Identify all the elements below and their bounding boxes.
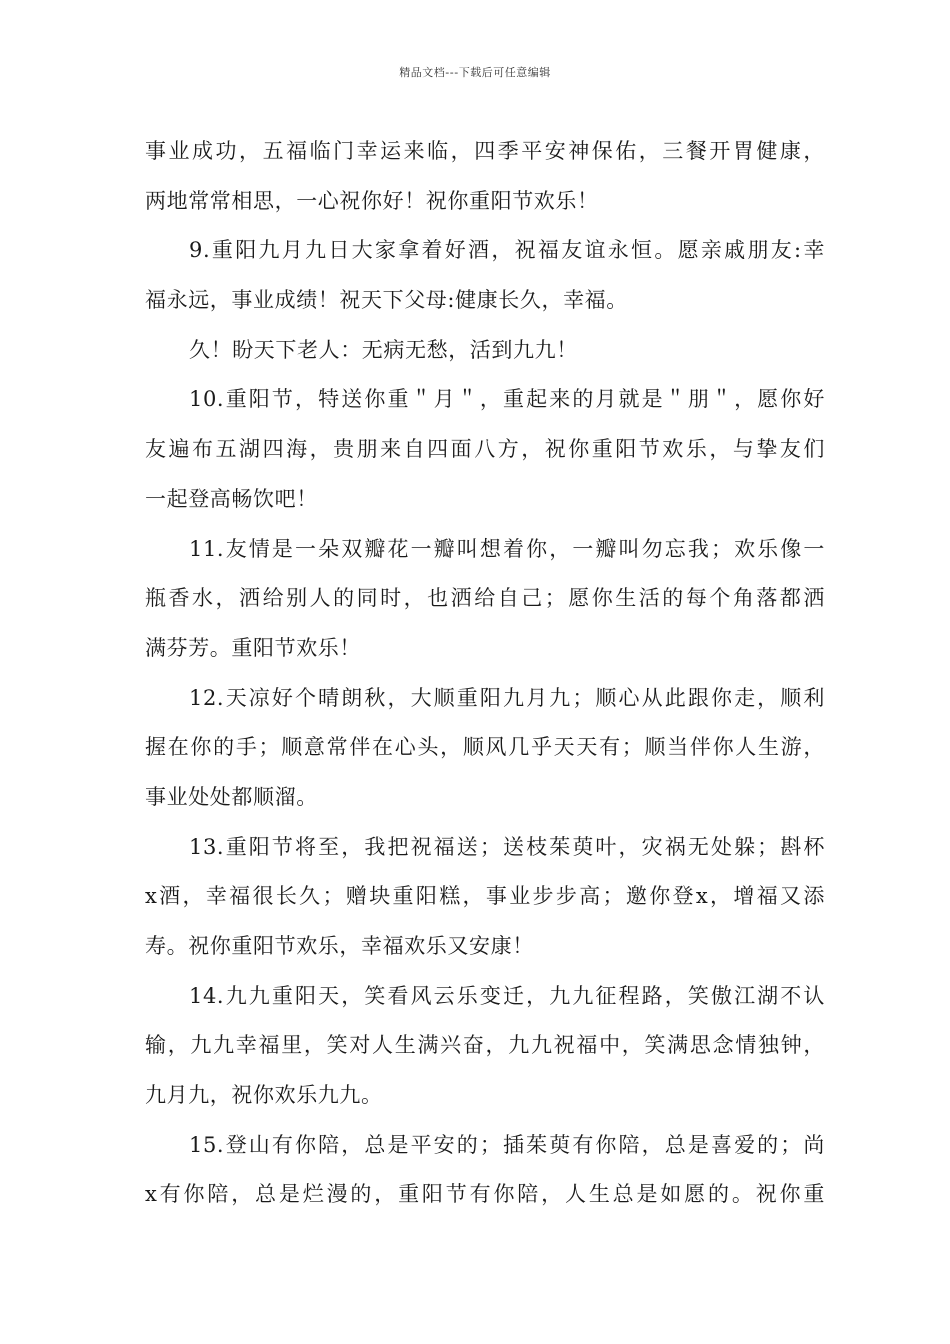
text-line: 友遍布五湖四海，贵朋来自四面八方，祝你重阳节欢乐，与挚友们 [145,437,825,462]
text-line: 10.重阳节，特送你重＂月＂，重起来的月就是＂朋＂，愿你好 [189,387,825,412]
text-line: 事业处处都顺溜。 [145,784,318,809]
text-line: 两地常常相思，一心祝你好！祝你重阳节欢乐！ [145,188,599,213]
text-line: 一起登高畅饮吧！ [145,486,318,511]
page-header: 精品文档---下载后可任意编辑 [399,66,551,79]
text-line: 握在你的手；顺意常伴在心头，顺风几乎天天有；顺当伴你人生游， [145,735,825,760]
text-line: 寿。祝你重阳节欢乐，幸福欢乐又安康！ [145,934,534,958]
text-line: 15.登山有你陪，总是平安的；插茱萸有你陪，总是喜爱的；尚 [189,1132,825,1157]
text-line: 满芬芳。重阳节欢乐！ [145,635,361,660]
document-body [145,127,825,1220]
text-line: 输，九九幸福里，笑对人生满兴奋，九九祝福中，笑满思念情独钟， [145,1033,825,1058]
text-line: 13.重阳节将至，我把祝福送；送枝茱萸叶，灾祸无处躲；斟杯 [189,834,825,859]
text-line: 瓶香水，洒给别人的同时，也洒给自己；愿你生活的每个角落都洒 [145,586,825,611]
text-line: 14.九九重阳天，笑看风云乐变迁，九九征程路，笑傲江湖不认 [189,983,825,1008]
text-line: 事业成功，五福临门幸运来临，四季平安神保佑，三餐开胃健康， [145,139,825,163]
text-line: 福永远，事业成绩！祝天下父母:健康长久，幸福。 [145,288,628,313]
text-line: 九月九，祝你欢乐九九。 [145,1083,383,1108]
text-line: 12.天凉好个晴朗秋，大顺重阳九月九；顺心从此跟你走，顺利 [189,685,825,710]
text-line: x有你陪，总是烂漫的，重阳节有你陪，人生总是如愿的。祝你重 [145,1182,825,1207]
text-line: 11.友情是一朵双瓣花一瓣叫想着你，一瓣叫勿忘我；欢乐像一 [189,536,825,561]
text-line: 久！盼天下老人：无病无愁，活到九九！ [189,337,578,362]
text-line: 9.重阳九月九日大家拿着好酒，祝福友谊永恒。愿亲戚朋友:幸 [189,238,825,263]
text-line: x酒，幸福很长久；赠块重阳糕，事业步步高；邀你登x，增福又添 [145,884,825,909]
